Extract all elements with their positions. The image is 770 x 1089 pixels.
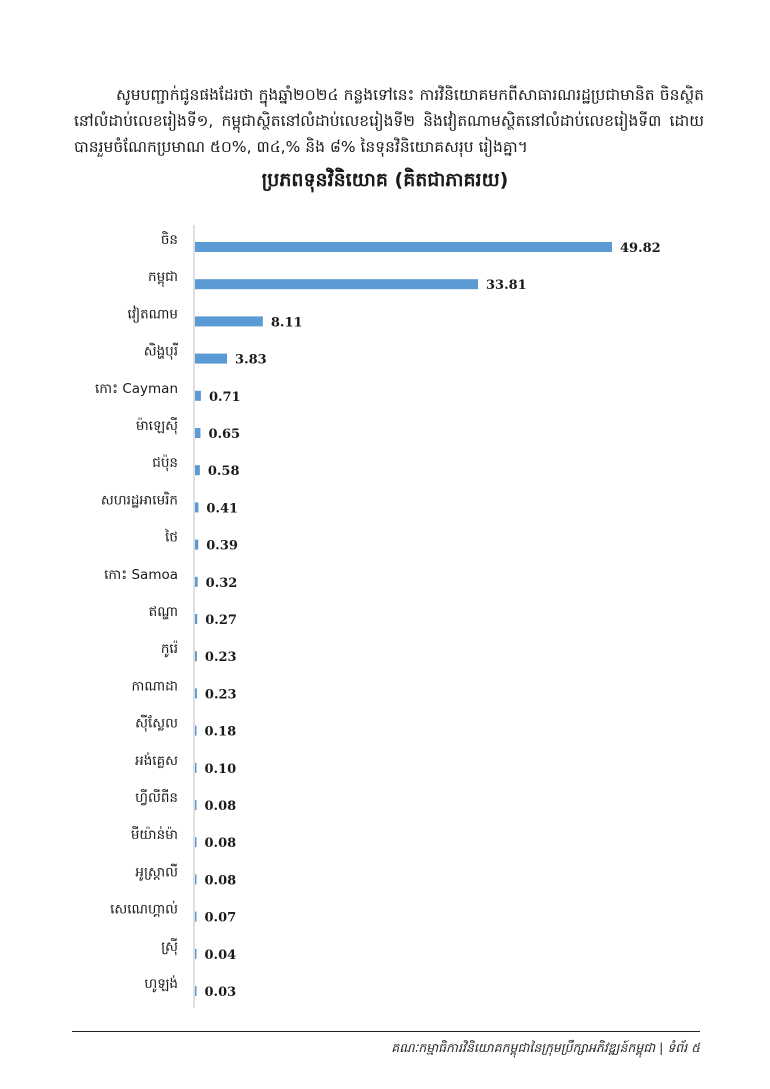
bar (195, 540, 198, 550)
bar (195, 986, 197, 996)
bar (195, 502, 198, 512)
category-label: ស៊ីស្លែល (135, 715, 178, 732)
intro-paragraph: សូមបញ្ជាក់ជូនផងដែរថា ក្នុងឆ្នាំ២០២៤ កន្លងទៅនេះ ការវិនិយោគមកពីសាធារណរដ្ឋប្រជាមានិត ចិនស្ថិតនៅលំដាប់លេខរៀងទី១, កម្ពុជាស្ថិតនៅលំដាប់លេខរៀងទី២ និងវៀតណាមស្ថិតនៅលំដាប់លេខរៀងទី៣ ដោយបានរួមចំណែកប្រមាណ ៥០%, ៣៤,% និង ៨% នៃទុនវិនិយោគសរុប រៀងគ្នា។ (74, 85, 704, 156)
category-label: អង់គ្លេស (135, 752, 178, 769)
data-label: 33.81 (485, 278, 527, 294)
category-label: កោះ Samoa (104, 566, 178, 583)
category-label: ថៃ (165, 529, 178, 546)
data-label: 0.27 (205, 613, 237, 628)
bar (195, 614, 197, 624)
category-label: សហរដ្ឋអាមេរិក (100, 492, 178, 509)
bar (195, 577, 198, 587)
category-label: ឥណ្ឌា (148, 604, 178, 620)
category-label: ចិន (160, 232, 178, 248)
category-label: សិង្ហបុរី (143, 343, 178, 360)
category-label: កោះ Cayman (94, 380, 178, 397)
data-label: 0.08 (204, 836, 237, 852)
data-label: 0.32 (205, 575, 238, 591)
footer-divider (72, 1031, 700, 1032)
data-label: 0.18 (204, 724, 237, 740)
data-label: 0.41 (206, 501, 239, 517)
bar (195, 651, 197, 661)
category-label: សេណេហ្គាល់ (110, 901, 178, 918)
data-label: 0.23 (204, 650, 237, 666)
data-label: 0.23 (204, 687, 237, 703)
bar (195, 726, 197, 736)
category-label: កាណាដា (131, 678, 178, 695)
bar (195, 465, 200, 475)
chart-title: ប្រភពទុនវិនិយោគ (គិតជាភាគរយ) (261, 169, 509, 191)
data-label: 0.07 (204, 910, 237, 926)
bar (195, 316, 263, 326)
category-label: ស្រ៊ី (161, 938, 178, 955)
bar (195, 428, 200, 438)
bar (195, 763, 197, 773)
bar (195, 279, 478, 289)
category-label: ម៉ាឡេស៊ី (135, 418, 178, 434)
category-label: ជប៉ុន (152, 455, 178, 472)
category-label: ហ្វីលីពីន (135, 790, 178, 806)
category-label: មីយ៉ាន់ម៉ា (130, 827, 178, 844)
bar (195, 912, 197, 922)
bar (195, 688, 197, 698)
bar (195, 800, 197, 810)
bar (195, 391, 201, 401)
data-label: 0.39 (206, 538, 238, 554)
data-label: 0.58 (207, 464, 240, 480)
bar (195, 837, 197, 847)
category-label: កម្ពុជា (148, 269, 178, 286)
data-label: 3.83 (235, 352, 267, 368)
bar (195, 242, 612, 252)
bar (195, 874, 197, 884)
bar (195, 354, 227, 364)
category-label: កូរ៉េ (160, 641, 178, 658)
data-label: 8.11 (270, 315, 303, 331)
data-label: 49.82 (620, 241, 661, 256)
category-label: វៀតណាម (127, 306, 178, 323)
data-label: 0.04 (204, 947, 237, 963)
bar (195, 949, 197, 959)
data-label: 0.10 (204, 761, 237, 777)
data-label: 0.08 (204, 873, 237, 889)
data-label: 0.03 (204, 985, 237, 1000)
data-label: 0.08 (204, 799, 237, 814)
data-label: 0.65 (208, 427, 241, 442)
data-label: 0.71 (208, 389, 241, 405)
category-label: ហូឡង់ (144, 976, 178, 992)
category-label: អូស្ត្រាលី (135, 864, 178, 881)
page-footer: គណៈកម្មាធិការវិនិយោគកម្ពុជានៃក្រុមប្រឹក្សាអភិវឌ្ឍន៍កម្ពុជា | ទំព័រ ៥ (391, 1040, 700, 1055)
